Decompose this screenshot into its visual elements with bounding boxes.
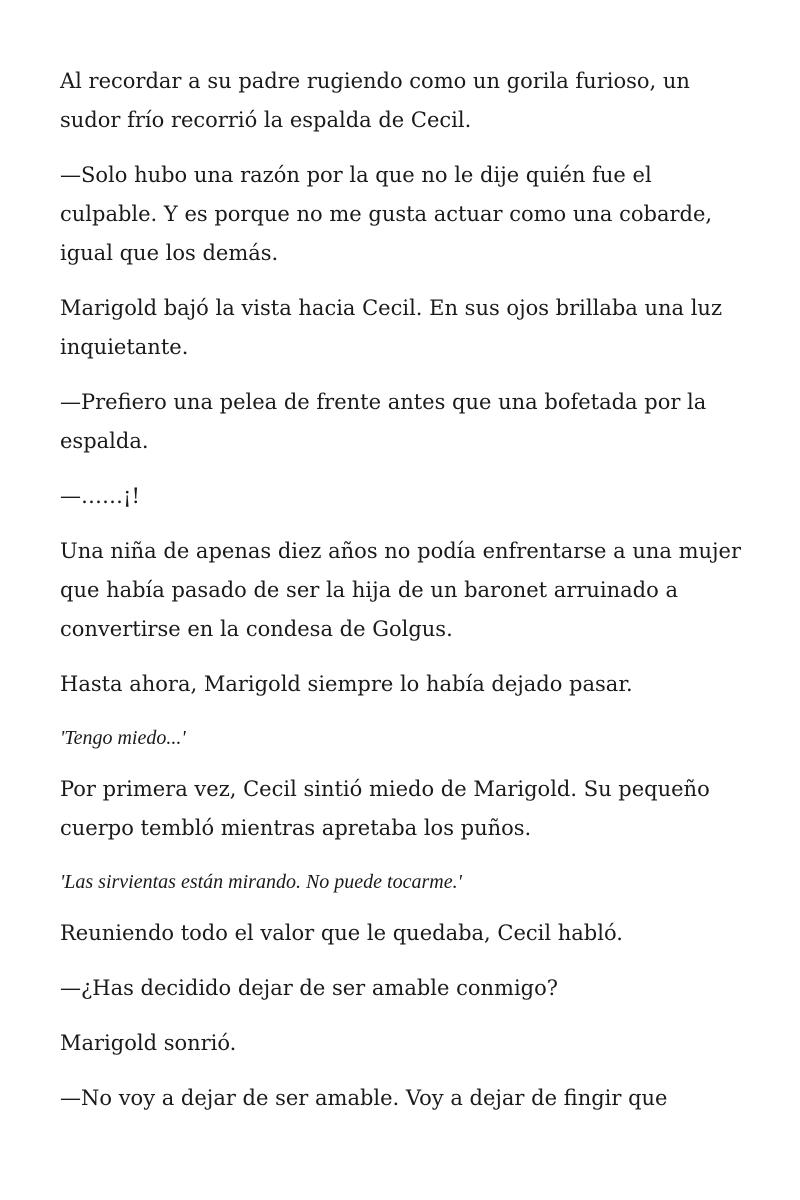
paragraph-9: Por primera vez, Cecil sintió miedo de Marigold. Su pequeño cuerpo tembló mientras apretaba los puños. xyxy=(60,777,710,840)
paragraph-6: Una niña de apenas diez años no podía enfrentarse a una mujer que había pasado de ser la hija de un baronet arruinado a convertirse en la condesa de Golgus. xyxy=(60,539,742,641)
paragraph-14: —No voy a dejar de ser amable. Voy a dejar de fingir que xyxy=(60,1086,668,1110)
paragraph-4: —Prefiero una pelea de frente antes que una bofetada por la espalda. xyxy=(60,390,707,453)
paragraph-3: Marigold bajó la vista hacia Cecil. En sus ojos brillaba una luz inquietante. xyxy=(60,296,723,359)
paragraph-13: Marigold sonrió. xyxy=(60,1031,237,1055)
paragraph-12: —¿Has decidido dejar de ser amable conmigo? xyxy=(60,976,559,1000)
paragraph-11: Reuniendo todo el valor que le quedaba, Cecil habló. xyxy=(60,921,623,945)
paragraph-7: Hasta ahora, Marigold siempre lo había dejado pasar. xyxy=(60,672,633,696)
thought-line-2: 'Las sirvientas están mirando. No puede tocarme.' xyxy=(60,871,462,893)
paragraph-5: —……¡! xyxy=(60,484,140,508)
paragraph-2: —Solo hubo una razón por la que no le dije quién fue el culpable. Y es porque no me gusta actuar como una cobarde, igual que los demás. xyxy=(60,163,713,265)
paragraph-1: Al recordar a su padre rugiendo como un gorila furioso, un sudor frío recorrió la espalda de Cecil. xyxy=(60,69,690,132)
thought-line-1: 'Tengo miedo...' xyxy=(60,727,186,749)
book-page xyxy=(60,62,750,1134)
